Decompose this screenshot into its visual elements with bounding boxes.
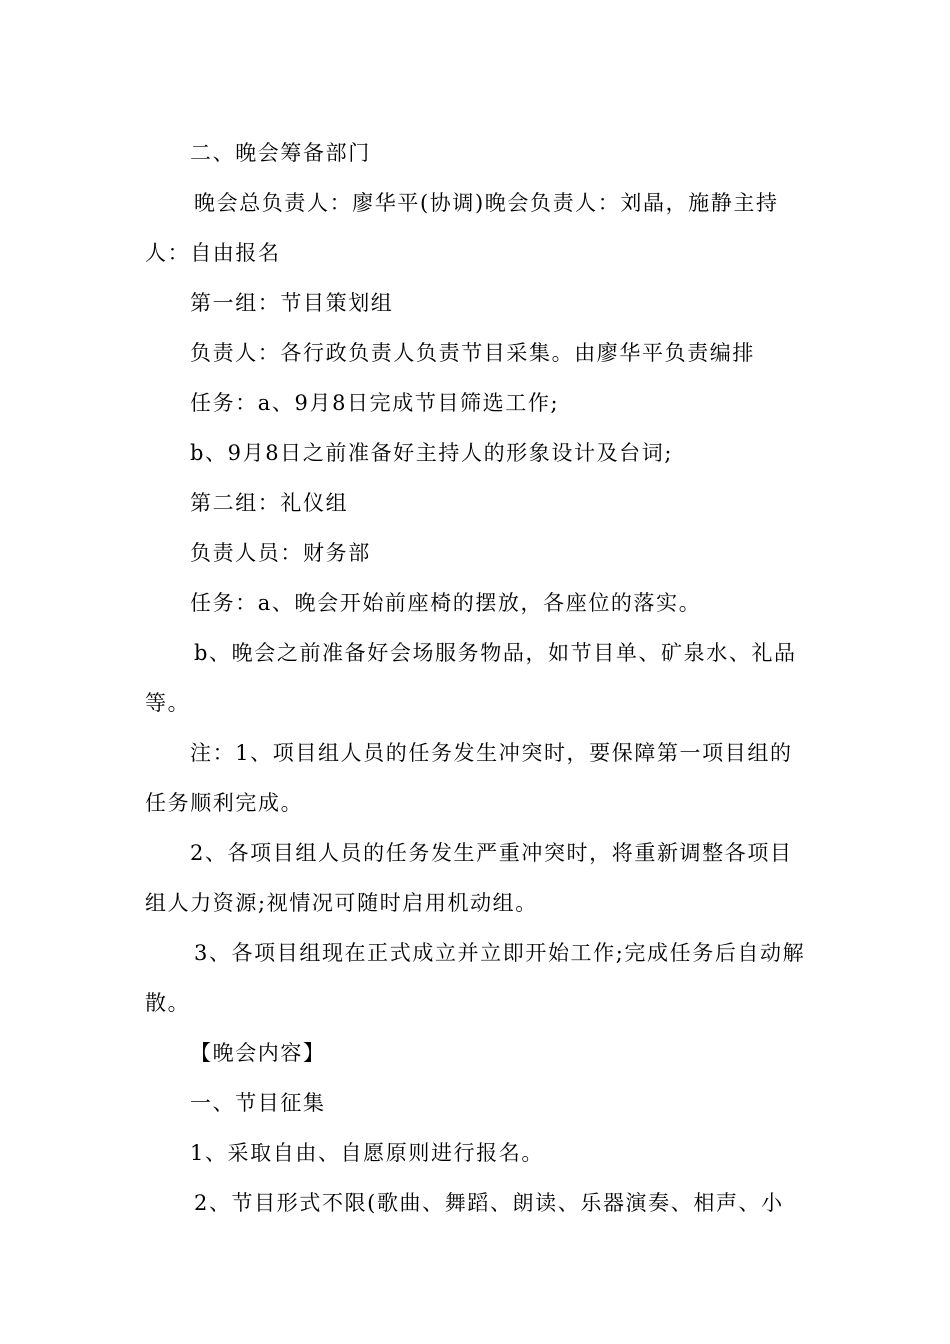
paragraph: b、9月8日之前准备好主持人的形象设计及台词; (190, 441, 674, 465)
group-heading: 第二组：礼仪组 (190, 491, 349, 515)
section-heading: 一、节目征集 (190, 1091, 326, 1115)
paragraph: 负责人：各行政负责人负责节目采集。由廖华平负责编排 (190, 341, 755, 365)
paragraph: b、晚会之前准备好会场服务物品，如节目单、矿泉水、礼品等。 (145, 641, 797, 715)
note-paragraph: 3、各项目组现在正式成立并立即开始工作;完成任务后自动解散。 (145, 941, 806, 1015)
note-paragraph: 2、各项目组人员的任务发生严重冲突时，将重新调整各项目组人力资源;视情况可随时启用机动组。 (145, 841, 793, 915)
document-body (145, 128, 807, 1228)
paragraph: 晚会总负责人：廖华平(协调)晚会负责人：刘晶，施静主持人：自由报名 (145, 191, 779, 265)
paragraph: 2、节目形式不限(歌曲、舞蹈、朗读、乐器演奏、相声、小 (194, 1191, 784, 1215)
paragraph: 1、采取自由、自愿原则进行报名。 (190, 1141, 544, 1165)
section-heading: 二、晚会筹备部门 (190, 141, 371, 165)
section-heading: 【晚会内容】 (190, 1041, 326, 1065)
group-heading: 第一组：节目策划组 (190, 291, 394, 315)
note-paragraph: 注：1、项目组人员的任务发生冲突时，要保障第一项目组的任务顺利完成。 (145, 741, 793, 815)
paragraph: 负责人员：财务部 (190, 541, 371, 565)
paragraph: 任务：a、晚会开始前座椅的摆放，各座位的落实。 (190, 591, 702, 615)
paragraph: 任务：a、9月8日完成节目筛选工作; (190, 391, 560, 415)
